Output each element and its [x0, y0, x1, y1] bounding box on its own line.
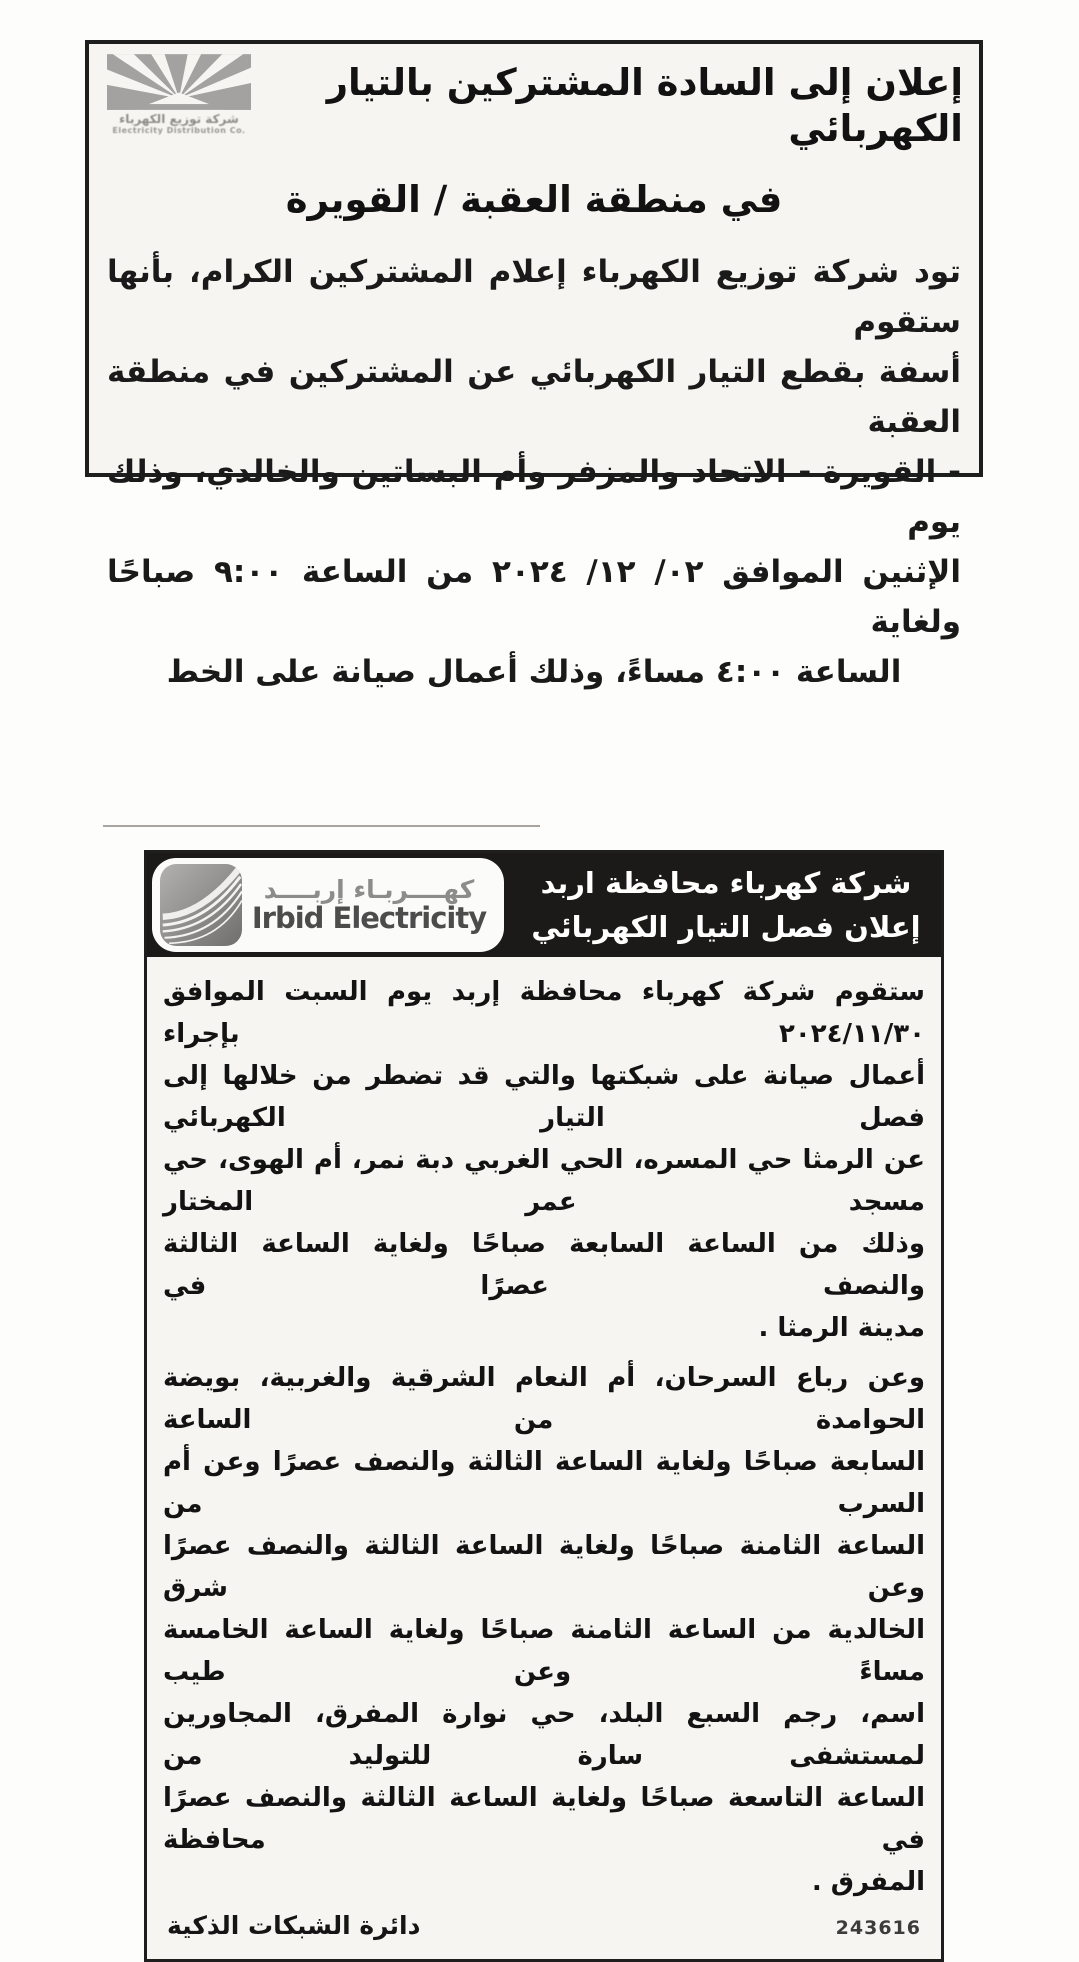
edco-sunburst-icon: [107, 54, 251, 110]
edco-body-line: تود شركة توزيع الكهرباء إعلام المشتركين الكرام، بأنها ستقوم: [107, 254, 961, 340]
irbid-paragraph-mafraq: [163, 1357, 925, 1903]
irbid-body-line: اسم، رجم السبع البلد، حي نوارة المفرق، المجاورين لمستشفى سارة للتوليد من: [163, 1699, 925, 1771]
irbid-body-line: السابعة صباحًا ولغاية الساعة الثالثة والنصف عصرًا وعن أم السرب من: [163, 1447, 925, 1519]
irbid-body-line: وعن رباع السرحان، أم النعام الشرقية والغربية، بويضة الحوامدة من الساعة: [163, 1363, 925, 1435]
irbid-body-line: مدينة الرمثا .: [758, 1313, 925, 1343]
irbid-body-line: الساعة التاسعة صباحًا ولغاية الساعة الثالثة والنصف عصرًا في محافظة: [163, 1783, 925, 1855]
irbid-company-name: شركة كهرباء محافظة اربد: [540, 866, 912, 900]
edco-outage-notice: [85, 40, 983, 690]
irbid-notice-body: [147, 957, 941, 1959]
edco-body-line: الساعة ٤:٠٠ مساءً، وذلك أعمال صيانة على الخط: [166, 654, 902, 690]
irbid-logo-text: [242, 874, 496, 935]
ad-reference-number: 243616: [835, 1917, 921, 1939]
irbid-body-line: وذلك من الساعة السابعة صباحًا ولغاية الساعة الثالثة والنصف عصرًا في: [163, 1229, 925, 1301]
department-signature: دائرة الشبكات الذكية: [167, 1911, 421, 1940]
irbid-body-line: الساعة الثامنة صباحًا ولغاية الساعة الثالثة والنصف عصرًا وعن شرق: [163, 1531, 925, 1603]
irbid-body-line: الخالدية من الساعة الثامنة صباحًا ولغاية الساعة الخامسة مساءً وعن طيب: [163, 1615, 925, 1687]
irbid-logo-panel: [152, 858, 504, 952]
irbid-header-text: [511, 853, 941, 957]
edco-body-line: - القويرة - الاتحاد والمزفر وأم البساتين والخالدي، وذلك يوم: [107, 454, 961, 540]
irbid-notice-title: إعلان فصل التيار الكهربائي: [531, 910, 921, 944]
irbid-body-line: ستقوم شركة كهرباء محافظة إربد يوم السبت الموافق ٢٠٢٤/١١/٣٠ بإجراء: [163, 977, 925, 1049]
edco-logo-english-label: Electricity Distribution Co.: [112, 126, 246, 135]
irbid-electricity-logo-icon: [160, 864, 242, 946]
edco-body-line: الإثنين الموافق ‪٠٢/ ١٢/ ٢٠٢٤‬ من الساعة ٩:٠٠ صباحًا ولغاية: [107, 554, 961, 640]
edco-logo-arabic-label: شركة توزيع الكهرباء: [119, 112, 239, 126]
irbid-body-line: المفرق .: [811, 1867, 925, 1897]
irbid-outage-notice: [144, 850, 944, 1962]
irbid-body-line: عن الرمثا حي المسره، الحي الغربي دبة نمر، أم الهوى، حي مسجد عمر المختار: [163, 1145, 925, 1217]
edco-notice-body: [89, 247, 979, 697]
irbid-logo-arabic-label: كهــــربـاء إربــــد: [263, 874, 475, 904]
irbid-notice-footer: [163, 1905, 925, 1949]
irbid-body-line: أعمال صيانة على شبكتها والتي قد تضطر من خلالها إلى فصل التيار الكهربائي: [163, 1061, 925, 1133]
column-divider-line: [103, 825, 540, 827]
edco-logo: [103, 54, 255, 135]
edco-notice-title: إعلان إلى السادة المشتركين بالتيار الكهربائي: [326, 61, 963, 150]
irbid-paragraph-ramtha: [163, 971, 925, 1349]
edco-notice-subtitle: في منطقة العقبة / القويرة: [285, 178, 783, 221]
irbid-notice-header: [147, 853, 941, 957]
edco-body-line: أسفة بقطع التيار الكهربائي عن المشتركين في منطقة العقبة: [107, 354, 961, 440]
irbid-logo-english-label: Irbid Electricity: [251, 900, 487, 935]
